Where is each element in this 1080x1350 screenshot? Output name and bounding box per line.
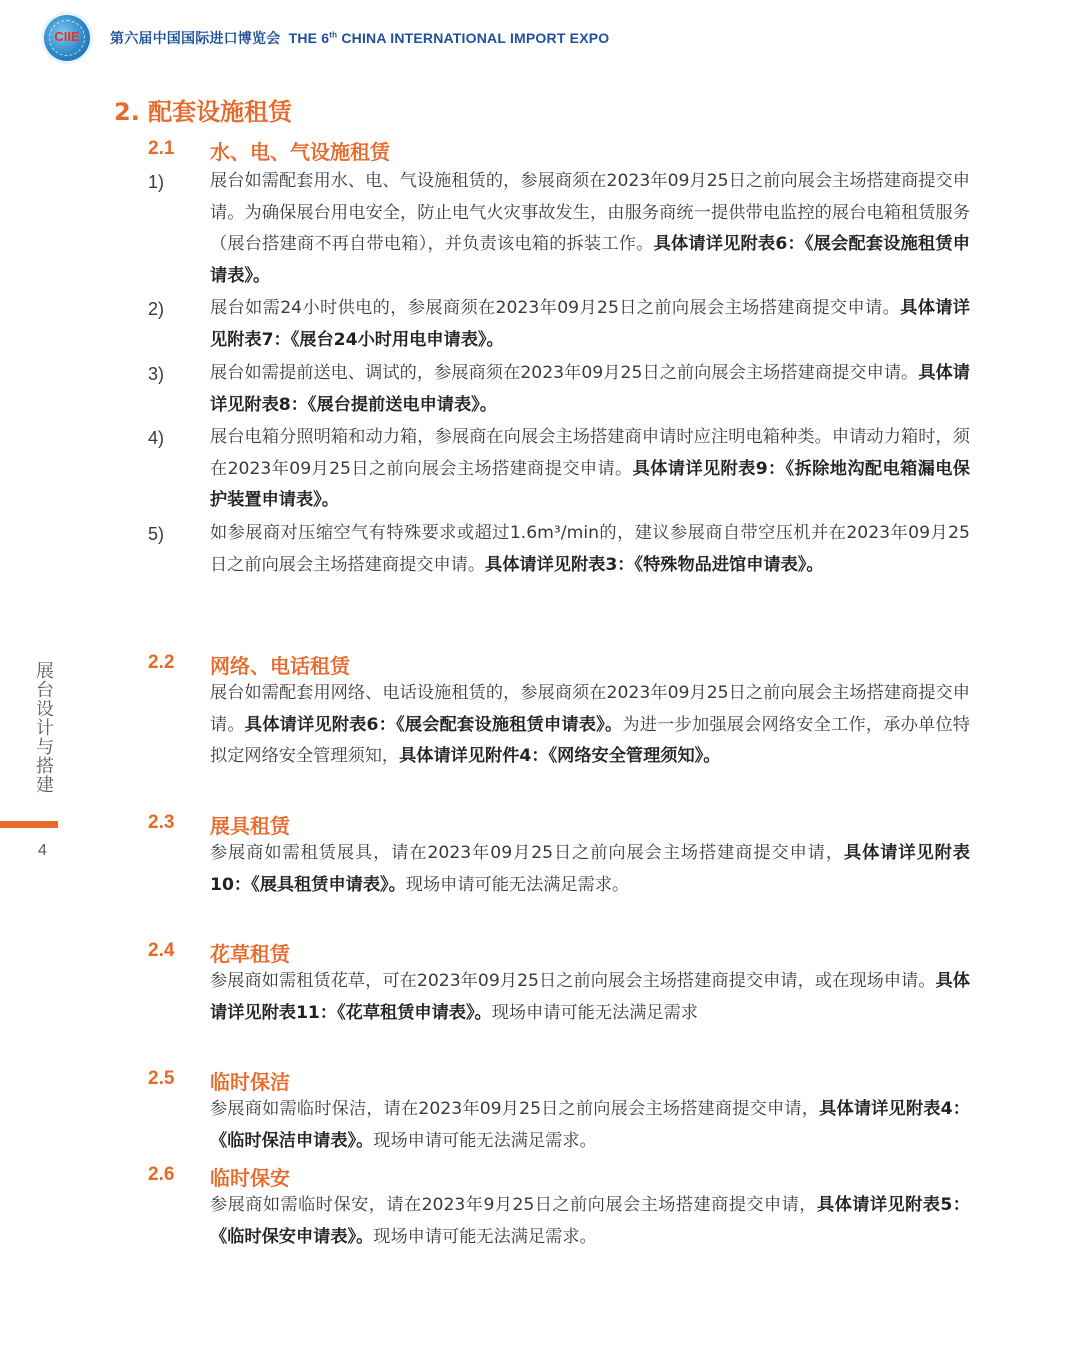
side-char: 搭 — [36, 756, 54, 777]
item-number: 2) — [148, 299, 165, 319]
para-text: 参展商如需租赁展具，请在2023年09月25日之前向展会主场搭建商提交申请， — [210, 843, 845, 863]
para-reference: 具体请详见附表5：《临时保安申请表》。 — [210, 1195, 970, 1247]
item-reference: 具体请详见附表7：《展台24小时用电申请表》。 — [210, 298, 970, 350]
item-number: 5) — [148, 524, 165, 544]
item-text: 展台如需提前送电、调试的，参展商须在2023年09月25日之前向展会主场搭建商提交申请。 — [210, 363, 919, 383]
subsection-title: 花草租赁 — [210, 942, 290, 966]
item-paragraph — [210, 358, 970, 421]
para-text: 参展商如需临时保洁，请在2023年09月25日之前向展会主场搭建商提交申请， — [210, 1099, 820, 1119]
expo-title-en-sup: th — [329, 30, 338, 40]
expo-title — [110, 28, 609, 48]
item-reference: 具体请详见附表8：《展台提前送电申请表》。 — [210, 363, 970, 415]
logo-text: CIIE — [54, 29, 80, 44]
expo-title-cn: 第六届中国国际进口博览会 — [110, 30, 281, 46]
para-text: 参展商如需临时保安，请在2023年9月25日之前向展会主场搭建商提交申请， — [210, 1195, 817, 1215]
para-text: 参展商如需租赁花草，可在2023年09月25日之前向展会主场搭建商提交申请，或在现场申请。 — [210, 971, 936, 991]
para-text: 展台如需配套用网络、电话设施租赁的，参展商须在2023年09月25日之前向展会主场搭建商提交申请。 — [210, 683, 970, 735]
item-number: 1) — [148, 172, 165, 192]
para-text: 现场申请可能无法满足需求。 — [373, 1130, 597, 1151]
page-header — [44, 14, 609, 62]
item-text: 展台如需配套用水、电、气设施租赁的，参展商须在2023年09月25日之前向展会主场搭建商提交申请。为确保展台用电安全，防止电气火灾事故发生，由服务商统一提供带电监控的展台电箱租赁服务（展台搭建商不再自带电箱），并负责该电箱的拆装工作。 — [210, 171, 970, 254]
section-heading: 2. 配套设施租赁 — [114, 98, 293, 126]
item-number: 4) — [148, 428, 165, 448]
chapter-side-label — [32, 662, 58, 795]
expo-title-en-post: CHINA INTERNATIONAL IMPORT EXPO — [337, 30, 610, 46]
subsection-paragraph — [210, 1094, 970, 1157]
item-reference: 具体请详见附表9：《拆除地沟配电箱漏电保护装置申请表》。 — [210, 458, 970, 510]
side-char: 建 — [36, 775, 54, 796]
subsection-title: 展具租赁 — [210, 814, 290, 838]
para-text: 现场申请可能无法满足需求 — [491, 1002, 698, 1023]
subsection-title: 临时保洁 — [210, 1070, 290, 1094]
item-paragraph — [210, 166, 970, 292]
para-text: 现场申请可能无法满足需求。 — [405, 874, 630, 895]
item-reference: 具体请详见附表6：《展会配套设施租赁申请表》。 — [210, 234, 970, 286]
page-number: 4 — [38, 842, 47, 859]
subsection-title: 临时保安 — [210, 1166, 290, 1190]
para-reference: 具体请详见附件4：《网络安全管理须知》。 — [399, 746, 721, 766]
subsection-paragraph — [210, 966, 970, 1029]
subsection-number: 2.6 — [148, 1164, 175, 1185]
para-reference: 具体请详见附表10：《展具租赁申请表》。 — [210, 843, 970, 895]
para-reference: 具体请详见附表4：《临时保洁申请表》。 — [210, 1099, 970, 1151]
subsection-paragraph — [210, 1190, 970, 1253]
side-char: 台 — [36, 680, 54, 701]
subsection-number: 2.1 — [148, 138, 175, 159]
subsection-number: 2.2 — [148, 652, 175, 673]
item-paragraph — [210, 422, 970, 517]
side-char: 与 — [36, 737, 54, 758]
side-char: 计 — [36, 718, 54, 739]
subsection-paragraph — [210, 678, 970, 773]
item-number: 3) — [148, 364, 165, 384]
subsection-number: 2.5 — [148, 1068, 175, 1089]
item-text: 展台电箱分照明箱和动力箱，参展商在向展会主场搭建商申请时应注明电箱种类。申请动力箱时，须在2023年09月25日之前向展会主场搭建商提交申请。 — [210, 427, 970, 479]
item-text: 如参展商对压缩空气有特殊要求或超过1.6m³/min的，建议参展商自带空压机并在2023年09月25日之前向展会主场搭建商提交申请。 — [210, 523, 970, 575]
item-reference: 具体请详见附表3：《特殊物品进馆申请表》。 — [485, 554, 824, 575]
ciie-logo — [44, 15, 90, 61]
item-paragraph — [210, 293, 970, 356]
para-reference: 具体请详见附表11：《花草租赁申请表》。 — [210, 971, 970, 1023]
item-text: 展台如需24小时供电的，参展商须在2023年09月25日之前向展会主场搭建商提交申请。 — [210, 298, 901, 318]
subsection-title: 水、电、气设施租赁 — [210, 140, 390, 164]
subsection-number: 2.3 — [148, 812, 175, 833]
expo-title-en-pre: THE 6 — [288, 30, 330, 46]
para-text: 为进一步加强展会网络安全工作，承办单位特拟定网络安全管理须知， — [210, 714, 970, 766]
para-reference: 具体请详见附表6：《展会配套设施租赁申请表》。 — [244, 714, 623, 735]
subsection-title: 网络、电话租赁 — [210, 654, 350, 678]
para-text: 现场申请可能无法满足需求。 — [373, 1226, 597, 1247]
side-accent-bar — [0, 821, 58, 828]
subsection-paragraph — [210, 838, 970, 901]
item-paragraph — [210, 518, 970, 581]
subsection-number: 2.4 — [148, 940, 175, 961]
side-char: 展 — [36, 661, 54, 682]
side-char: 设 — [36, 699, 54, 720]
